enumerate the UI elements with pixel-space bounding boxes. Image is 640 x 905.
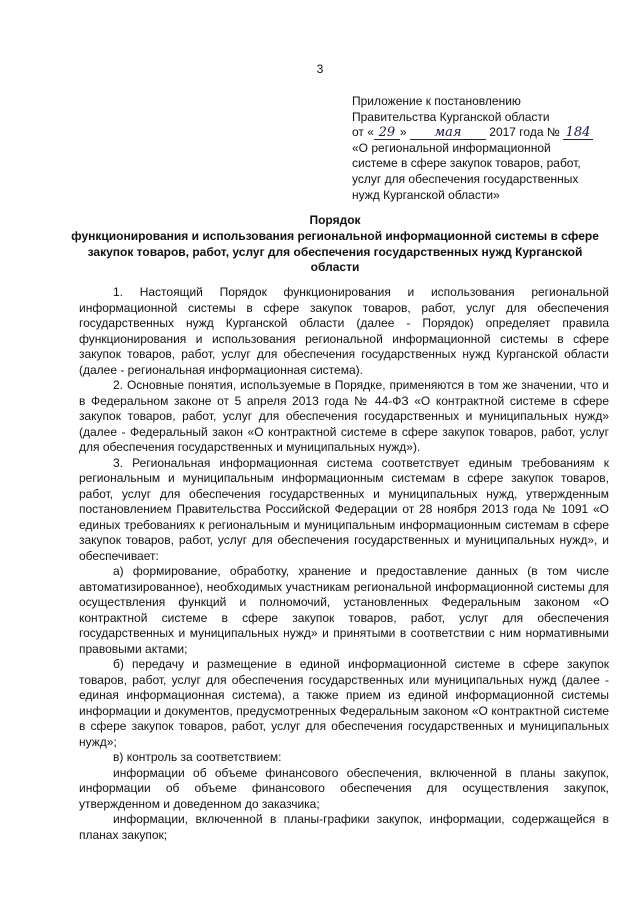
appendix-block [352, 94, 614, 203]
document-body [79, 285, 609, 843]
handwritten-day: 29 [374, 126, 400, 140]
date-suffix: 2017 года № [485, 125, 560, 140]
handwritten-doc-number: 184 [563, 126, 593, 140]
appendix-line-6: услуг для обеспечения государственных [352, 171, 579, 186]
date-prefix: от « [352, 125, 374, 140]
appendix-line-4: «О региональной информационной [352, 140, 551, 155]
appendix-date-line [352, 125, 614, 141]
paragraph-2: 2. Основные понятия, используемые в Порядке, применяются в том же значении, что и в Федеральном законе от 5 апреля 2013 года № 44-ФЗ «О контрактной системе в сфере закупок товаров, работ, услуг для обеспечения государственных и муниципальных нужд» (далее - Федеральный закон «О контрактной системе в сфере закупок товаров, работ, услуг для обеспечения государственных и муниципальных нужд»). [79, 378, 609, 454]
paragraph-3b: б) передачу и размещение в единой информационной системе в сфере закупок товаров, работ, услуг для обеспечения государственных или муниципальных нужд (далее - единая информационная система), а также прием из единой информационной системы информации и документов, предусмотренных Федеральным законом «О контрактной системе в сфере закупок товаров, работ, услуг для обеспечения государственных и муниципальных нужд»; [79, 657, 609, 749]
appendix-line-2: Правительства Курганской области [352, 109, 550, 124]
paragraph-3v-1: информации об объеме финансового обеспечения, включенной в планы закупок, информации об объеме финансового обеспечения для осуществления закупок, утвержденном и доведенном до заказчика; [79, 765, 609, 811]
paragraph-3a: а) формирование, обработку, хранение и предоставление данных (в том числе автоматизированное), необходимых участникам региональной информационной системы для осуществления функций и полномочий, установленных Федеральным законом «О контрактной системе в сфере закупок товаров, работ, услуг для обеспечения государственных и муниципальных нужд» и принятыми в соответствии с ним нормативными правовыми актами; [79, 564, 609, 656]
handwritten-month: мая [410, 126, 486, 140]
appendix-line-5: системе в сфере закупок товаров, работ, [352, 156, 581, 171]
document-title [70, 213, 600, 276]
date-mid: » [399, 125, 410, 140]
appendix-line-7: нужд Курганской области» [352, 187, 500, 202]
paragraph-1: 1. Настоящий Порядок функционирования и использования региональной информационной системы в сфере закупок товаров, работ, услуг для обеспечения государственных нужд Курганской области (далее - Порядок) определяет правила функционирования и использования региональной информационной системы в сфере закупок товаров, работ, услуг для обеспечения государственных нужд Курганской области (далее - региональная информационная система). [79, 285, 609, 377]
paragraph-3: 3. Региональная информационная система соответствует единым требованиям к региональным и муниципальным информационным системам в сфере закупок товаров, работ, услуг для обеспечения государственных и муниципальных нужд, утвержденным постановлением Правительства Российской Федерации от 28 ноября 2013 года № 1091 «О единых требованиях к региональным и муниципальным информационным системам в сфере закупок товаров, работ, услуг для обеспечения государственных и муниципальных нужд», и обеспечивает: [79, 455, 609, 563]
title-heading: Порядок [309, 213, 361, 227]
page-number: 3 [316, 62, 324, 76]
paragraph-3v: в) контроль за соответствием: [113, 750, 282, 764]
paragraph-3v-2: информации, включенной в планы-графики закупок, информации, содержащейся в планах закупок; [79, 812, 609, 842]
appendix-line-1: Приложение к постановлению [352, 94, 521, 108]
title-subheading: функционирования и использования региональной информационной системы в сфере закупок товаров, работ, услуг для обеспечения государственных нужд Курганской области [71, 228, 599, 275]
